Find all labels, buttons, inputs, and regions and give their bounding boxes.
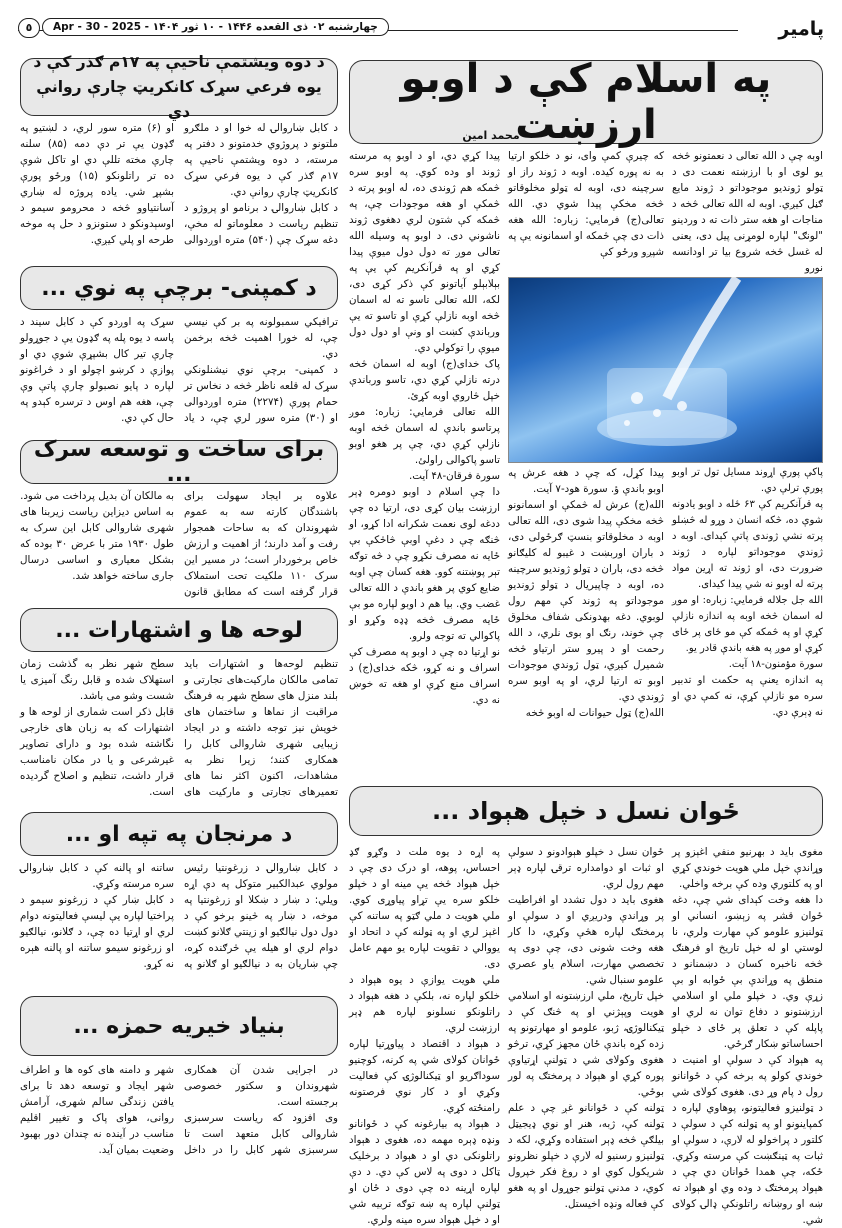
side2-body [20,314,338,436]
photo-caption-column [672,465,823,761]
main-col3-text: پیدا کړي دي، او د اوبو په مرسته ژوند او وده کوي. په اوبو سره څمکه هم ژوندی ده، له اوبو پرته د څمکې او هغه موجودات چې، په څمکه کې شتون لري دهغوی ژوند ناشوني دی. د اوبو په وسیله الله تعالی موږ ته دول دول میوې پیدا کړي او په قرآنکریم کې یې په بېلابېلو آیاتونو کې ذکر کړی دی، لکه، الله تعالی تاسو ته له اسمان څخه اوبه نازلې کړې او تاسو ته یې ورباندې کښت او ونې او دول دول میوې را توکولي دي. پاک خدای(ج) اوبه له اسمان څخه درته نازلي کړي دي، تاسو ورباندې خپل څاروي اوبه کړئ. الله تعالی فرمایي: زباره: موږ پرتاسو باندې له اسمان څخه اوبه نازلې کړې دي، چې پر هغو اوبو تاسو پاکوالی راولئ. سورة فرقان-۴۸ آیت. دا چې اسلام د اوبو دومره ډېر ارزښت بیان کړی دی، ارتیا ده چې ددغه لوی نعمت شکرانه ادا کړو، او څنګه چې د دغې اوبې څاڅکې بې ځایه نه مصرف نکړو چې د څه توګه تېر پوښتنه کوو. هغه کسان چې اوبه ضایع کوي پر هغو باندې د الله تعالی غضب وي. بیا هم د اوبو لپاره مو بې ځایه مصرف څخه ډډه وکړو او پاکوالي ته توجه ولرو. نو اړتیا ده چې د اوبو په مصرف کې اسراف و نه کړو، څکه خدای(ج) د اسراف منع کړې او هغه ته خوښ نه دي. [349,150,500,706]
main-article-col4 [508,465,664,761]
side4-body [20,656,338,806]
side1-body [20,120,338,262]
main-article-col2 [508,148,664,272]
main-col1-text: اوبه چې د الله تعالی د نعمتونو څخه یو لوی او با ارزښته نعمت دی د ټولو ژوندیو موجوداتو د ژوند مایع ګڼل کیږي. اوبه له الله تعالی څخه د مناجات او هغه ستر ذات ته د وردینو "لونګ" لپاره لومړنی پیل دی، یعنی له غسل څخه شروع بیا تر اودانسه نورو [672,150,823,274]
page-header [18,14,824,46]
main-article-author: محمد امین [462,129,520,142]
water-splash-graphic [507,278,822,464]
side4-text: تنظیم لوحه‌ها و اشتهارات باید تمامی مالکان مارکیت‌های تجارتی و بلند منزل های سطح شهر به فرهنگ مراقبت از نماها و ساختمان های خویش نیز توجه داشته و در ایجاد زیبایی شهری شاروالی کابل را همکاری کنند؛ زیرا نظر به مشاهدات، اکنون اکثر نما های تعمیرهای تجارتی و مارکیت های سطح شهر نظر به گذشت زمان استهلاک شده و قابل رنگ آمیزی یا شست وشو می باشد. قابل ذکر است شماری از لوحه ها و اشتهارات که به زبان های خارجی نگاشته شده بود و دارای تصاویر غیرشرعی و یا در مکان نامناسب قرار داشت، تنظیم و اصلاح گردیده است. [20,658,338,798]
bottom-article-col3 [349,844,500,1226]
bottom-article-title: ځوان نسل د خپل هېواد ... [349,786,823,836]
photo-caption-text: پاکې پورې اړوند مسایل تول تر اوبو پورې ترلې دي. په قرآنکریم کې ۶۳ ځله د اوبو یادونه شوې ده، څکه انسان د وړو له څښلو پرته نشي ژوندی پاتې کېدای. اوبه د ژوندي موجوداتو لپاره د ژوند ضرورت دی، او ژوند ته اړین مواد پرته له اوبو نه شي پیدا کیدای. الله جل جلاله فرمایي: زباره: او موږ له اسمان څخه اوبه په اندازه نازلې کړې او په څمکه کې مو ځای پر ځای کړې او موږ په هغه باندې قادر یو. سورة مؤمنون-۱۸ آیت. په اندازه یعنې په حکمت او تدبیر سره مو نازلې کړې، نه کمې دي او نه ډېرې دي. [672,467,823,718]
side6-body [20,1062,338,1172]
side2-text: ترافیکي سمبولونه په بر کې نیسي چې، له خورا اهمیت څخه برخمن دي. د کمپنی- برچې نوي نیشنلونکي سړک له قلعه ناظر څخه د نخاس تر حمام پورې (۲۲۷۴) متره اوږدوالی او (۳۰) متره سور لري چې، د یاد سړک په اوږدو کې د کابل سیند د پاسه د یوه پله په ګډون یې د جوړولو چارې تیر کال بشپړې شوې دي او پوازې د کرښو اچولو او د څراغونو لپاره د پایو نصبولو چارې پاتې وې چې، هغه هم اوس د ترسره کېدو په حال کې دي. [20,316,338,424]
date-line: چهارشنبه ۰۲ ذی القعده ۱۴۴۶ - ۱۰ ثور ۱۴۰۴ - Apr - 30 - 2025 [42,18,389,36]
bottom-col2-text: ځوان نسل د خپلو هېوادونو د سولې او ثبات او دوامداره ترقۍ لپاره ډېر مهم رول لري. هغوی باید د دول تشدد او افراطیت پر وړاندې ودریږي او د سولې او پرمختګ لپاره هڅې وکړي، دا کار هغه وخت شونی دی، چې دوی په تخصصي مهارت، اسلام یاو عصري علومو سنبال شي. خپل تاریخ، ملي ارزښتونه او اسلامي هویت وپېژني او په څنګ کې د ټیکنالوژۍ، ژبو، علومو او مهارتونو په زده کړه باندې ځان مجهز کړي، ترڅو هغوی وکولای شي د ټولنې اړتیاوې پوره کړي او هېواد د پرمختګ په لور بوځي. ټولنه کې د ځوانانو غږ چې د علم ټولنه کې، ژبه، هنر او نوي ډیجیټل بیلګې څخه ډېر استفاده وکړي، لکه د ټولنیزو رسنیو له لارې د خپلو نظرونو شریکول کوي او د روغ فکر خپرول کوي، د مدني ټولنو جوړول او په هغو کې فعاله ونډه اخیستل. [508,846,664,1210]
masthead: پامیر [778,18,824,40]
side3-body [20,488,338,604]
main-article-title: په اسلام کې د اوبو ارزښت [349,60,823,144]
side5-body [20,860,338,990]
side6-text: در اجرایی شدن آن همکاری شهروندان و سکتور خصوصی برجسته است. وی افزود که ریاست سرسبزی شاروالی کابل متعهد است تا سرسبزی شهر کابل را در داخل شهر و دامنه های کوه ها و اطراف شهر ایجاد و توسعه دهد تا برای یافتن زندگی سالم شهری، آرامش روانی، هوای پاک و تغییر اقلیم مناسب در آینده نه چندان دور بهبود وضعیت بمیان آید. [20,1064,338,1156]
side3-text: علاوه بر ایجاد سهولت برای باشندگان کارته سه به عموم شهروندان که به ساحات همجوار رفت و آمد دارند؛ از اهمیت و ارزش خاص برخوردار است؛ در مسیر این سرک ۱۱۰ ملکیت تحت استملاک قرار گرفته است که مطابق قانون به مالکان آن بدیل پرداخت می شود. به اساس دیزاین ریاست زیربنا های شهری شاروالی کابل این سرک به طول ۱۹۳۰ متر با عرض ۳۰ بوده که بشکل معیاری و اساسی درسال جاری ساخته خواهد شد. [20,490,338,598]
side1-text: د کابل ښاروالۍ له خوا او د ملګرو ملتونو د پروژوي خدمتونو د دفتر په مرسته، د دوه ویشتمې ناحیې په ۱۷م ګذر کې د یوه فرعي سړک کانکریټ چارې روانې دي. د کابل ښاروالۍ د برنامو او پروژو د تنظیم ریاست د معلوماتو له مخې، دغه سړک چې (۵۴۰) متره اوږدوالی او (۶) متره سور لري، د لښتیو په ګډون یې تر دې دمه (۸۵) سلنه چارې مخته تللې دي او تاکل شوې ده تر راتلونکو (۱۵) ورځو پورې بشپړ شي. یاده پروژه له ښاري آسانتیاوو څخه د محرومو سیمو د اوسېدونکو د ستونزو د حل په موخه طرحه او پلي کیږي. [20,122,338,246]
side4-title: لوحه ها و اشتهارات ... [20,608,338,652]
side5-text: د کابل ښاروالۍ د زرغونتیا رئیس مولوي عبدالکبیر متوکل په دې اړه ویلي: د ښار د ښکلا او زرغونتیا په موخه، د ښار په څینو برخو کې د دول دول نیالګیو او زینتي ګلانو کښت دوام لري او هیله یې څرګنده کړه، چې ښاریان به د نیالګیو او ګلانو په ساتنه او پالنه کې د کابل ښاروالۍ سره مرسته وکړي. د کابل ښار کې د زرغونو سیمو د پراختیا لپاره یې لیسې فعالیتونه دوام لري او اړتیا ده چې، د ګلانو، نیالګیو او زرغونو سیمو ساتنه او پالنه هېره نه کړو. [20,862,338,970]
bottom-article-col2 [508,844,664,1210]
main-col4-text: پیدا کړل، که چې د هغه عرش په اوبو باندې ؤ. سورة هود-۷ آیت. الله(ج) عرش له څمکې او اسمانونو څخه مخکې پیدا شوی دی، الله تعالی اوبه د مخلوقاتو بنسټ ګرځولی دی، د باران اوربښت د غیبو له کلیګانو څخه دی، باران د ټولو ژوندیو سرچینه ده، اوبه د چاپیریال د ټولو ژوندیو موجوداتو په ژوند کې مهم رول لوبوي. دغه بهدونکی شفاف مخلوق چې خوند، رنګ او بوی نلري، د الله رحمت او د پیرو ستر ارتیاو څخه شمیرل کیږي، ټول ژوندي موجودات اوبو ته ارتیا لري، او په اوبو سره ژوندي دي. الله(ج) ټول حیوانات له اوبو څخه [508,467,664,719]
main-article-col3 [349,148,500,762]
bottom-article-col1 [672,844,823,1226]
page-number: ٥ [18,18,40,38]
bottom-col3-text: په اړه د یوه ملت د وګړو ګډ احساس، پوهه، او درک دی چې د خپل هېواد څخه یې مینه او د خپلو خلکو سره یې تړاو پیاوړی کوي. ملي هویت د ملي ګټو په ساتنه کې اغېز لري او په ټولنه کې د اتحاد او یووالي د تقویت لپاره یو مهم عامل دی. ملي هویت یوازې د یوه هېواد د خلکو لپاره نه، بلکې د هغه هېواد د راتلونکو نسلونو لپاره هم ډېر ارزښت لري. د هېواد د اقتصاد د پیاوړتیا لپاره ځوانان کولای شي په کرنه، کوچنیو سوداګریو او ټیکنالوژۍ کې فعالیت وکړي او د کار نوي فرصتونه رامنځته کړي. د هېواد په بیارغونه کې د ځوانانو ونډه ډېره مهمه ده، هغوی د هېواد راتلونکی دي او د هېواد د برخلیک ټاکل د دوی په لاس کې دي. د دې لپاره اړینه ده چې دوی د ځان او ټولنې لپاره په ښه توګه تربیه شي او د خپل هېواد سره مینه ولري. [349,846,500,1226]
main-col2-text: که چیرې کمې وای، نو د خلکو ارتیا به نه پوره کیده. اوبه د ژوند راز او سرچینه دی، اوبه له ټولو مخلوقاتو څخه مخکې پیدا شوي دي. الله تعالی(ج) فرمایي: زباره: الله هغه ذات دی چې څمکه او اسمانونه یې په شپږو ورځو کې [508,150,664,258]
side1-title: د دوه ویشتمې ناحیې په ۱۷م ګذر کې د یوه فرعي سړک کانکریټ چارې روانې دي [20,58,338,116]
water-glass-photo [508,277,823,463]
side2-title: د کمپنی- برچې په نوي ... [20,266,338,310]
side5-title: د مرنجان په تپه او ... [20,812,338,856]
side3-title: برای ساخت و توسعه سرک ... [20,440,338,484]
side6-title: بنیاد خیریه حمزه ... [20,996,338,1056]
bottom-col1-text: مغوی باید د بهرنیو منفي اغېزو پر وړاندې خپل ملي هویت خوندي کړي او په کلتوري وده کې برخه واخلي. دا هغه وخت کېدای شي چې، دغه ځوان قشر په زېښو، انساني او ټولنیزو علومو کې مهارت ولري، نا لوستي او له خپل تاریخ او فرهنګ څخه ناخبره کسان د دښمنانو د منطق په وړاندې بې ځوابه او بې زړې وي. د خپلو ملي او اسلامي ارزښتونو د دفاع توان نه لري او پاپله کې د تعلق پر ځای د خپلو احساساتو ښکار ګرځي. په هېواد کې د سولې او امنیت د خوندي کولو په برخه کې د ځوانانو رول د پام وړ دی. هغوی کولای شي د ټولنیزو فعالیتونو، پوهاوي لپاره د کمپاینونو او په ټولنه کې د سولې د کلتور د پراخولو له لارې، د سولې او ثبات په ټینګښت کې مرسته وکړي. ځکه، چې همدا ځوانان دي چې د هېواد پرمختګ د وده وي او هېواد ته ښه او روښانه راتلونکې ډالۍ کولای شي. [672,846,823,1226]
main-article-col1 [672,148,823,272]
